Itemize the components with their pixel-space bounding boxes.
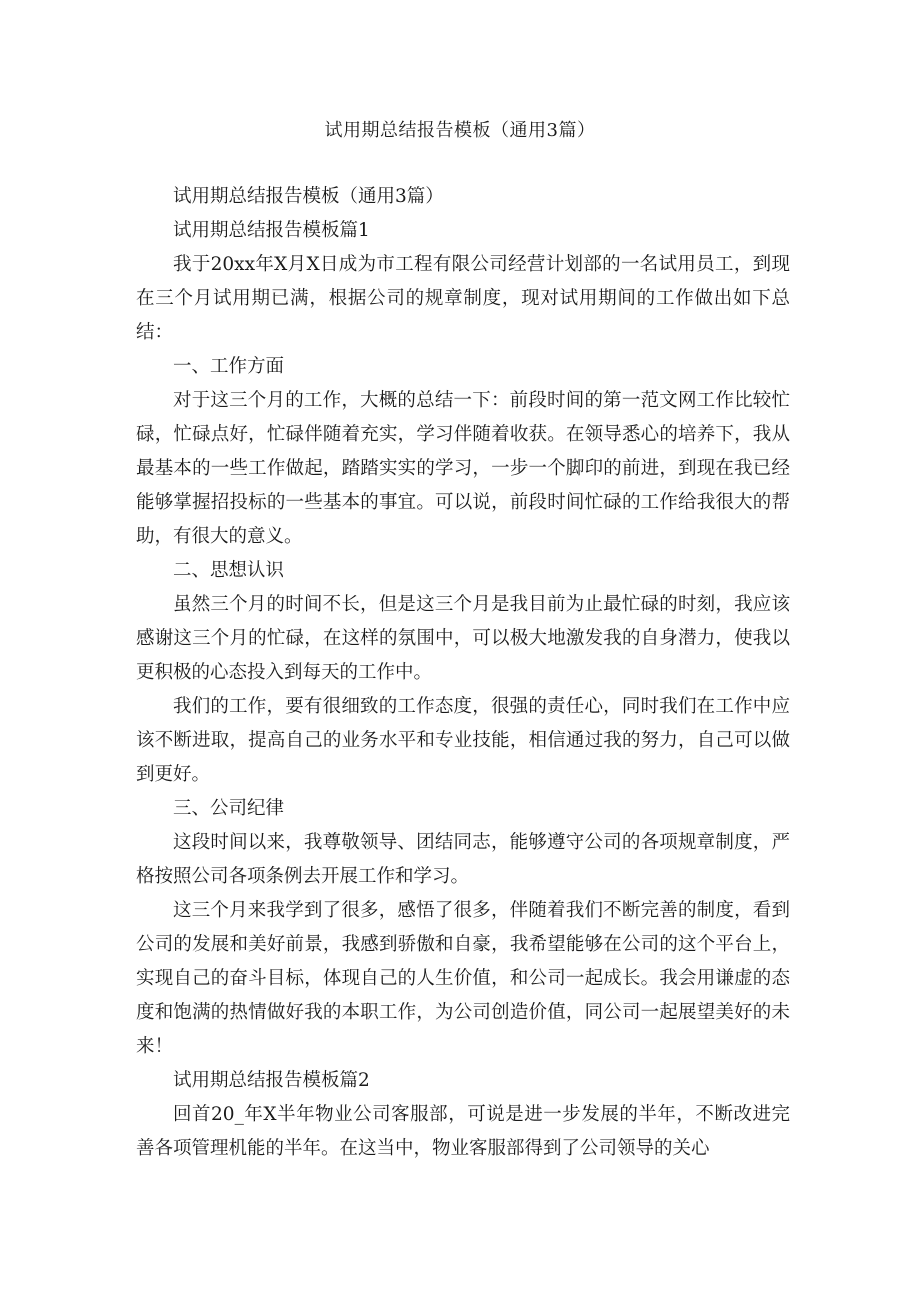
paragraph-discipline-body: 这段时间以来，我尊敬领导、团结同志，能够遵守公司的各项规章制度，严格按照公司各项条例去开展工作和学习。 — [136, 832, 790, 887]
paragraph-thought-heading: 二、思想认识 — [173, 560, 285, 581]
paragraph-work-body: 对于这三个月的工作，大概的总结一下：前段时间的第一范文网工作比较忙碌，忙碌点好，忙碌伴随着充实，学习伴随着收获。在领导悉心的培养下，我从最基本的一些工作做起，踏踏实实的学习，一步一个脚印的前进，到现在我已经能够掌握招投标的一些基本的事宜。可以说，前段时间忙碌的工作给我很大的帮助，有很大的意义。 — [136, 390, 790, 547]
paragraph-heading-main: 试用期总结报告模板（通用3篇） — [173, 186, 444, 207]
paragraph-section-2-body: 回首20_年X半年物业公司客服部，可说是进一步发展的半年，不断改进完善各项管理机能的半年。在这当中，物业客服部得到了公司领导的关心 — [136, 1104, 790, 1159]
paragraph-section-2-title: 试用期总结报告模板篇2 — [173, 1070, 370, 1091]
paragraph-thought-body-1: 虽然三个月的时间不长，但是这三个月是我目前为止最忙碌的时刻，我应该感谢这三个月的忙碌，在这样的氛围中，可以极大地激发我的自身潜力，使我以更积极的心态投入到每天的工作中。 — [136, 594, 790, 683]
paragraph-thought-body-2: 我们的工作，要有很细致的工作态度，很强的责任心，同时我们在工作中应该不断进取，提高自己的业务水平和专业技能，相信通过我的努力，自己可以做到更好。 — [136, 696, 790, 785]
paragraph-intro: 我于20xx年X月X日成为市工程有限公司经营计划部的一名试用员工，到现在三个月试用期已满，根据公司的规章制度，现对试用期间的工作做出如下总结： — [136, 254, 790, 343]
paragraph-work-heading: 一、工作方面 — [173, 356, 285, 377]
paragraph-section-1-title: 试用期总结报告模板篇1 — [173, 220, 370, 241]
paragraph-discipline-heading: 三、公司纪律 — [173, 798, 285, 819]
document-body — [136, 180, 790, 1166]
document-title: 试用期总结报告模板（通用3篇） — [324, 120, 596, 141]
paragraph-conclusion: 这三个月来我学到了很多，感悟了很多，伴随着我们不断完善的制度，看到公司的发展和美好前景，我感到骄傲和自豪，我希望能够在公司的这个平台上，实现自己的奋斗目标，体现自己的人生价值，和公司一起成长。我会用谦虚的态度和饱满的热情做好我的本职工作，为公司创造价值，同公司一起展望美好的未来！ — [136, 900, 790, 1057]
